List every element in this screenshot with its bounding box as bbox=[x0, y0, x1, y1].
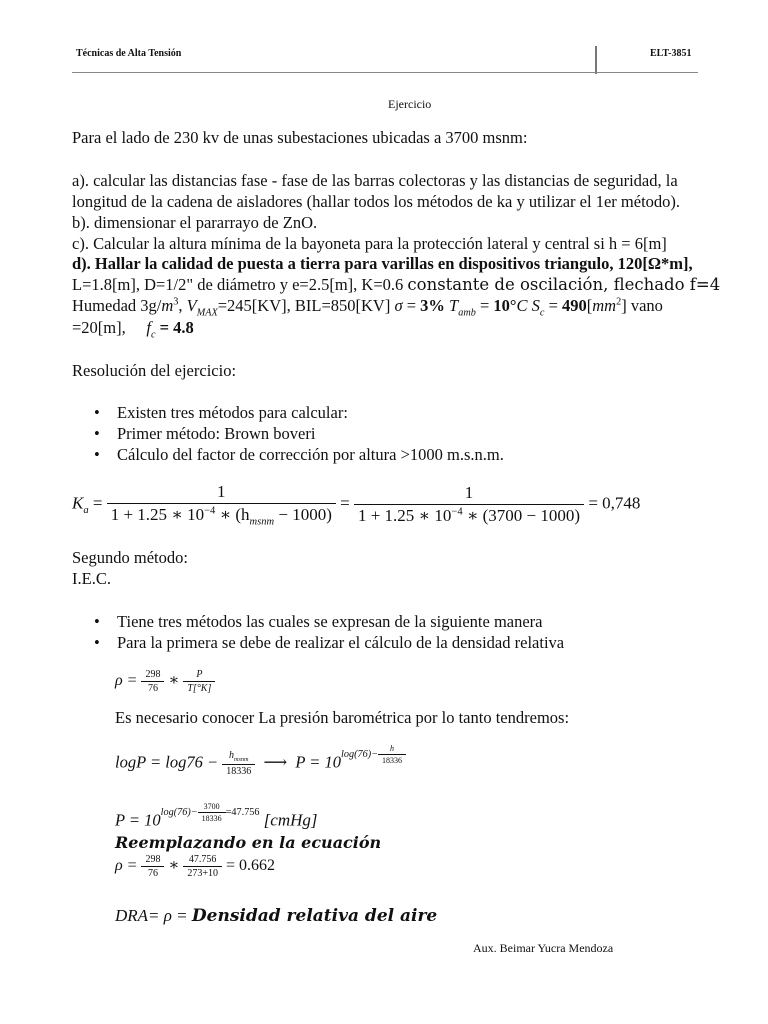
equation-rho-result: ρ = $\frac{298}{76}$ ∗ $\frac{47.756}{273+10}$ = 0.662 bbox=[115, 854, 276, 879]
task-a-line1: a). calcular las distancias fase - fase de las barras colectoras y las distancias de seguridad, la bbox=[72, 171, 678, 190]
section-heading: Ejercicio bbox=[388, 97, 432, 111]
replace-note: Reemplazando en la ecuación bbox=[115, 833, 382, 852]
bullet-list-methods bbox=[72, 402, 504, 465]
task-b: b). dimensionar el pararrayo de ZnO. bbox=[72, 213, 318, 232]
task-c: c). Calcular la altura mínima de la bayoneta para la protección lateral y central si h = 6[m] bbox=[72, 234, 667, 253]
equation-ka: $K_a$ = $\frac{1}{1 + 1.25 ∗ 10^{-4} ∗ (h_{msnm} - 1000)}$ = $\frac{1}{1 + 1.25 ∗ 10^{-4} ∗ (3700 - 1000)}$ = 0,748 bbox=[72, 482, 641, 528]
task-d-line1: d). Hallar la calidad de puesta a tierra para varillas en dispositivos triangulo, 120[Ω*m], bbox=[72, 254, 693, 273]
method2-title: Segundo método: bbox=[72, 548, 188, 567]
intro-paragraph: Para el lado de 230 kv de unas subestaciones ubicadas a 3700 msnm: bbox=[72, 128, 528, 147]
dra-definition: DRA= ρ = Densidad relativa del aire bbox=[115, 906, 438, 926]
pressure-note: Es necesario conocer La presión barométrica por lo tanto tendremos: bbox=[115, 708, 570, 727]
header-divider bbox=[595, 46, 597, 74]
fraction-ka-numeric: $\frac{1}{1 + 1.25 ∗ 10^{-4} ∗ (3700 - 1000)}$ bbox=[354, 483, 584, 526]
task-a-line2: longitud de la cadena de aisladores (hallar todos los métodos de ka y utilizar el 1er método). bbox=[72, 192, 681, 211]
header-rule bbox=[72, 72, 698, 73]
footer-author: Aux. Beimar Yucra Mendoza bbox=[473, 941, 614, 955]
list-item: • Primer método: Brown boveri bbox=[72, 423, 504, 444]
equation-log-pressure: logP = log76 − $\frac{h_{msnm}}{18336}$ ⟶ $P = 10^{log(76)- \frac{h}{18336}}$ bbox=[115, 748, 406, 777]
header-course-code: ELT-3851 bbox=[650, 48, 692, 59]
task-d-line4: =20[m], $f_c = 4.8$ bbox=[72, 318, 194, 341]
task-d-line3: Humedad $3g/m^3$, $V_{MAX}=245[KV]$, BIL=850[KV] σ = 3% $T_{amb} = 10^\circ C$ $S_c = 490[mm^2]$ vano bbox=[72, 296, 663, 319]
list-item: • Tiene tres métodos las cuales se expresan de la siguiente manera bbox=[72, 611, 564, 632]
list-item: • Cálculo del factor de corrección por altura >1000 m.s.n.m. bbox=[72, 444, 504, 465]
task-d-line2: L=1.8[m], D=1/2" de diámetro y e=2.5[m], K=0.6 constante de oscilación, flechado f=4 bbox=[72, 275, 721, 294]
resolution-title: Resolución del ejercicio: bbox=[72, 361, 237, 380]
method2-name: I.E.C. bbox=[72, 569, 111, 588]
fraction-ka-symbolic: $\frac{1}{1 + 1.25 ∗ 10^{-4} ∗ (h_{msnm} - 1000)}$ bbox=[107, 482, 336, 527]
list-item: • Para la primera se debe de realizar el cálculo de la densidad relativa bbox=[72, 632, 564, 653]
equation-pressure-value: $P = 10^{log(76)- \frac{3700}{18336} =47.756}$ [cmHg] bbox=[115, 802, 318, 830]
header-course-title: Técnicas de Alta Tensión bbox=[76, 48, 182, 59]
list-item: • Existen tres métodos para calcular: bbox=[72, 402, 504, 423]
bullet-list-iec bbox=[72, 611, 564, 653]
equation-rho: ρ = $\frac{298}{76}$ ∗ $\frac{P}{T[^\circ K]}$ bbox=[115, 669, 215, 694]
